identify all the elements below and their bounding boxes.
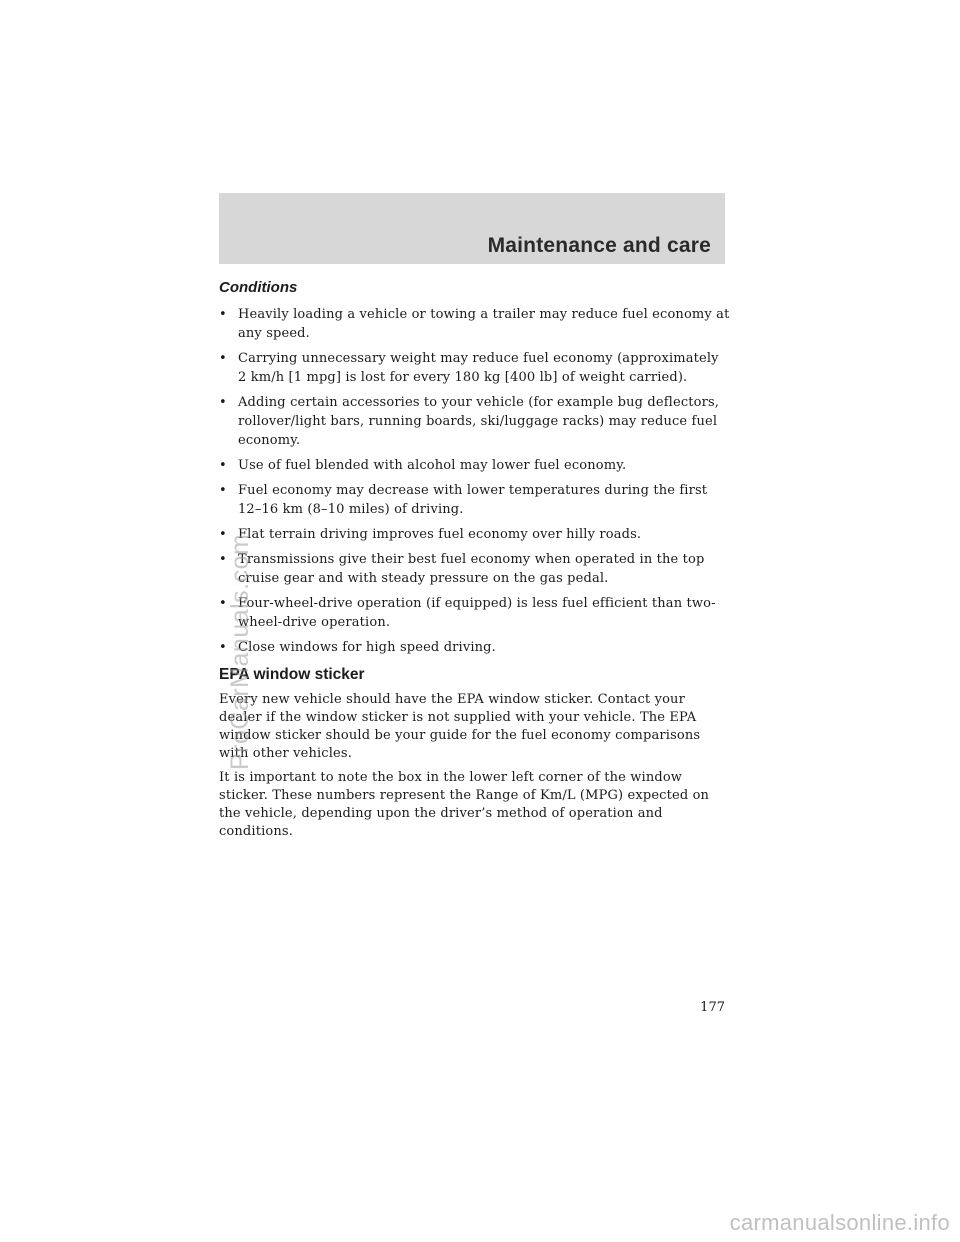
epa-paragraph-1: Every new vehicle should have the EPA window sticker. Contact your dealer if the window sticker is not supplied with your vehicle. The EPA window sticker should be your guide for the fuel economy comparisons with other vehicles. bbox=[219, 692, 701, 761]
list-item: • Four-wheel-drive operation (if equipped) is less fuel efficient than two-wheel-drive operation. bbox=[219, 596, 716, 630]
bullet-icon: • bbox=[219, 395, 227, 410]
list-item: • Transmissions give their best fuel economy when operated in the top cruise gear and with steady pressure on the gas pedal. bbox=[219, 552, 705, 586]
page-content bbox=[219, 276, 731, 847]
bullet-icon: • bbox=[219, 458, 227, 473]
vertical-watermark: ProCarManuals.com bbox=[226, 533, 254, 770]
list-item: • Use of fuel blended with alcohol may lower fuel economy. bbox=[219, 458, 627, 473]
section-header-title: Maintenance and care bbox=[487, 234, 711, 257]
bullet-icon: • bbox=[219, 483, 227, 498]
bullet-icon: • bbox=[219, 351, 227, 366]
list-item: • Carrying unnecessary weight may reduce fuel economy (approximately 2 km/h [1 mpg] is lost for every 180 kg [400 lb] of weight carried). bbox=[219, 351, 719, 385]
bullet-icon: • bbox=[219, 527, 227, 542]
bottom-watermark: carmanualsonline.info bbox=[729, 1210, 950, 1235]
list-item: • Close windows for high speed driving. bbox=[219, 640, 496, 655]
epa-heading: EPA window sticker bbox=[219, 666, 365, 683]
conditions-list bbox=[219, 305, 731, 657]
list-item: • Heavily loading a vehicle or towing a trailer may reduce fuel economy at any speed. bbox=[219, 307, 730, 341]
bullet-icon: • bbox=[219, 552, 227, 567]
list-item: • Fuel economy may decrease with lower temperatures during the first 12–16 km (8–10 miles) of driving. bbox=[219, 483, 708, 517]
page-number: 177 bbox=[700, 1000, 725, 1015]
section-header-band bbox=[219, 193, 725, 264]
epa-paragraph-2: It is important to note the box in the lower left corner of the window sticker. These numbers represent the Range of Km/L (MPG) expected on the vehicle, depending upon the driver’s method of operation and conditions. bbox=[219, 770, 710, 839]
list-item: • Adding certain accessories to your vehicle (for example bug deflectors, rollover/light bars, running boards, ski/luggage racks) may reduce fuel economy. bbox=[219, 395, 720, 448]
bullet-icon: • bbox=[219, 596, 227, 611]
bullet-icon: • bbox=[219, 307, 227, 322]
bullet-icon: • bbox=[219, 640, 227, 655]
conditions-heading: Conditions bbox=[219, 279, 298, 296]
list-item: • Flat terrain driving improves fuel economy over hilly roads. bbox=[219, 527, 642, 542]
